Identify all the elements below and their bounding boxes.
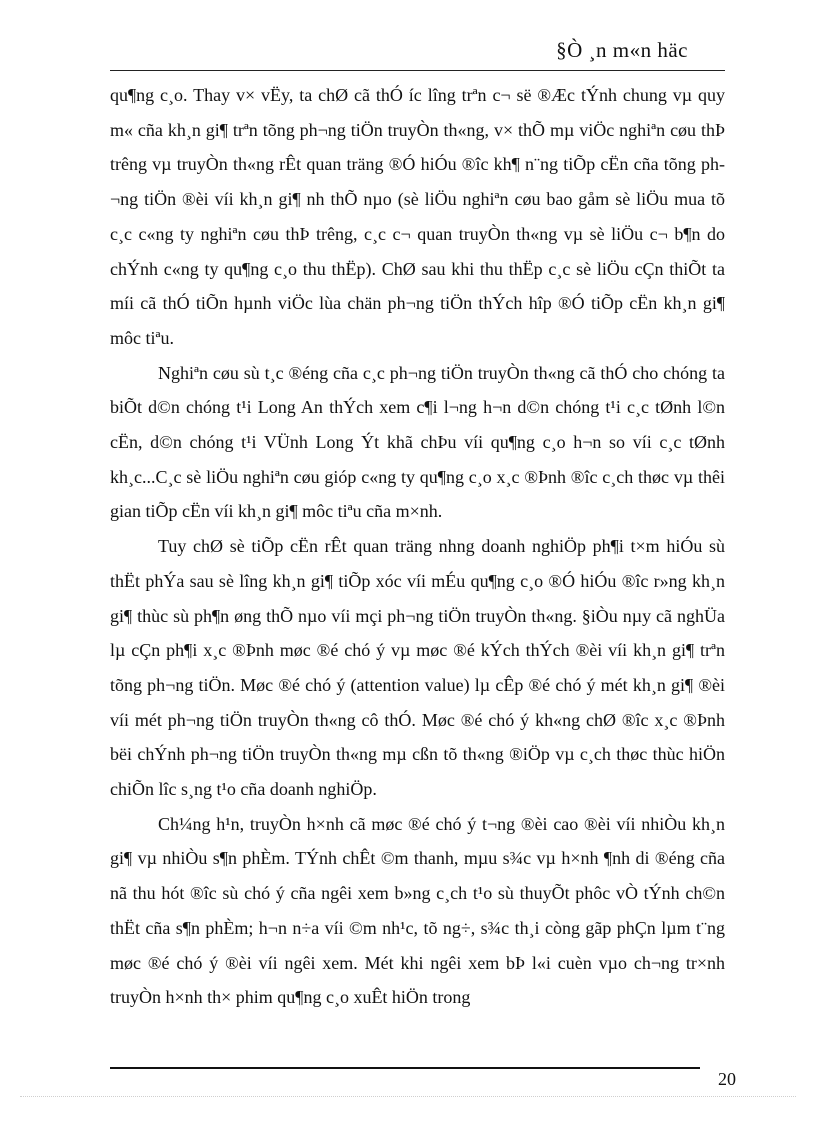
paragraph-3: Tuy chØ sè tiÕp cËn rÊt quan träng nhng doanh nghiÖp ph¶i t×m hiÓu sù thËt phÝa sau sè lîng kh¸n gi¶ tiÕp xóc víi mÉu qu¶ng c¸o ®Ó hiÓu ®îc r»ng kh¸n gi¶ thùc sù ph¶n øng thÕ nµo víi mçi ph¬ng tiÖn truyÒn th«ng. §iÒu nµy cã nghÜa lµ cÇn ph¶i x¸c ®Þnh møc ®é chó ý vµ møc ®é kÝch thÝch ®èi víi kh¸n gi¶ trªn tõng ph¬ng tiÖn. Møc ®é chó ý (attention value) lµ cÊp ®é chó ý mét kh¸n gi¶ ®èi víi mét ph¬ng tiÖn truyÒn th«ng cô thÓ. Møc ®é chó ý kh«ng chØ ®îc x¸c ®Þnh bëi chÝnh ph¬ng tiÖn truyÒn th«ng mµ cßn tõ th«ng ®iÖp vµ c¸ch thøc thùc hiÖn chiÕn lîc s¸ng t¹o cña doanh nghiÖp. bbox=[110, 536, 725, 800]
paragraph-2: Nghiªn cøu sù t¸c ®éng cña c¸c ph¬ng tiÖn truyÒn th«ng cã thÓ cho chóng ta biÕt d©n chóng t¹i Long An thÝch xem c¶i l¬ng h¬n d©n chóng t¹i c¸c tØnh l©n cËn, d©n chóng t¹i VÜnh Long Ýt khã chÞu víi qu¶ng c¸o h¬n so víi c¸c tØnh kh¸c...C¸c sè liÖu nghiªn cøu gióp c«ng ty qu¶ng c¸o x¸c ®Þnh ®îc c¸ch thøc vµ thêi gian tiÕp cËn víi kh¸n gi¶ môc tiªu cña m×nh. bbox=[110, 362, 725, 522]
body-text bbox=[110, 78, 725, 1015]
header-rule bbox=[110, 70, 725, 71]
paragraph-4: Ch¼ng h¹n, truyÒn h×nh cã møc ®é chó ý t¬ng ®èi cao ®èi víi nhiÒu kh¸n gi¶ vµ nhiÒu s¶n phÈm. TÝnh chÊt ©m thanh, mµu s¾c vµ h×nh ¶nh di ®éng cña nã thu hót ®îc sù chó ý cña ngêi xem b»ng c¸ch t¹o sù thuyÕt phôc vÒ tÝnh ch©n thËt cña s¶n phÈm; h¬n n÷a víi ©m nh¹c, tõ ng÷, s¾c th¸i còng gãp phÇn lµm t¨ng møc ®é chó ý ®èi víi ngêi xem. Mét khi ngêi xem bÞ l«i cuèn vµo ch¬ng tr×nh truyÒn h×nh th× phim qu¶ng c¸o xuÊt hiÖn trong bbox=[110, 813, 725, 1008]
footer-rule bbox=[110, 1067, 700, 1069]
page-edge-dots bbox=[20, 1096, 796, 1097]
paragraph-1: qu¶ng c¸o. Thay v× vËy, ta chØ cã thÓ íc lîng trªn c¬ së ®Æc tÝnh chung vµ quy m« cña kh¸n gi¶ trªn tõng ph¬ng tiÖn truyÒn th«ng, v× thÕ mµ viÖc nghiªn cøu thÞ trêng vµ truyÒn th«ng rÊt quan träng ®Ó hiÓu ®îc kh¶ n¨ng tiÕp cËn cña tõng ph¬ng tiÖn ®èi víi kh¸n gi¶ nh thÕ nµo (sè liÖu nghiªn cøu bao gåm sè liÖu mua tõ c¸c c«ng ty nghiªn cøu thÞ trêng, c¸c c¬ quan truyÒn th«ng vµ sè liÖu c¬ b¶n do chÝnh c«ng ty qu¶ng c¸o thu thËp). ChØ sau khi thu thËp c¸c sè liÖu cÇn thiÕt ta míi cã thÓ tiÕn hµnh viÖc lùa chän ph¬ng tiÖn thÝch hîp ®Ó tiÕp cËn kh¸n gi¶ môc tiªu. bbox=[110, 85, 725, 348]
page-number: 20 bbox=[718, 1069, 736, 1089]
running-header: §Ò ¸n m«n häc bbox=[556, 38, 688, 62]
